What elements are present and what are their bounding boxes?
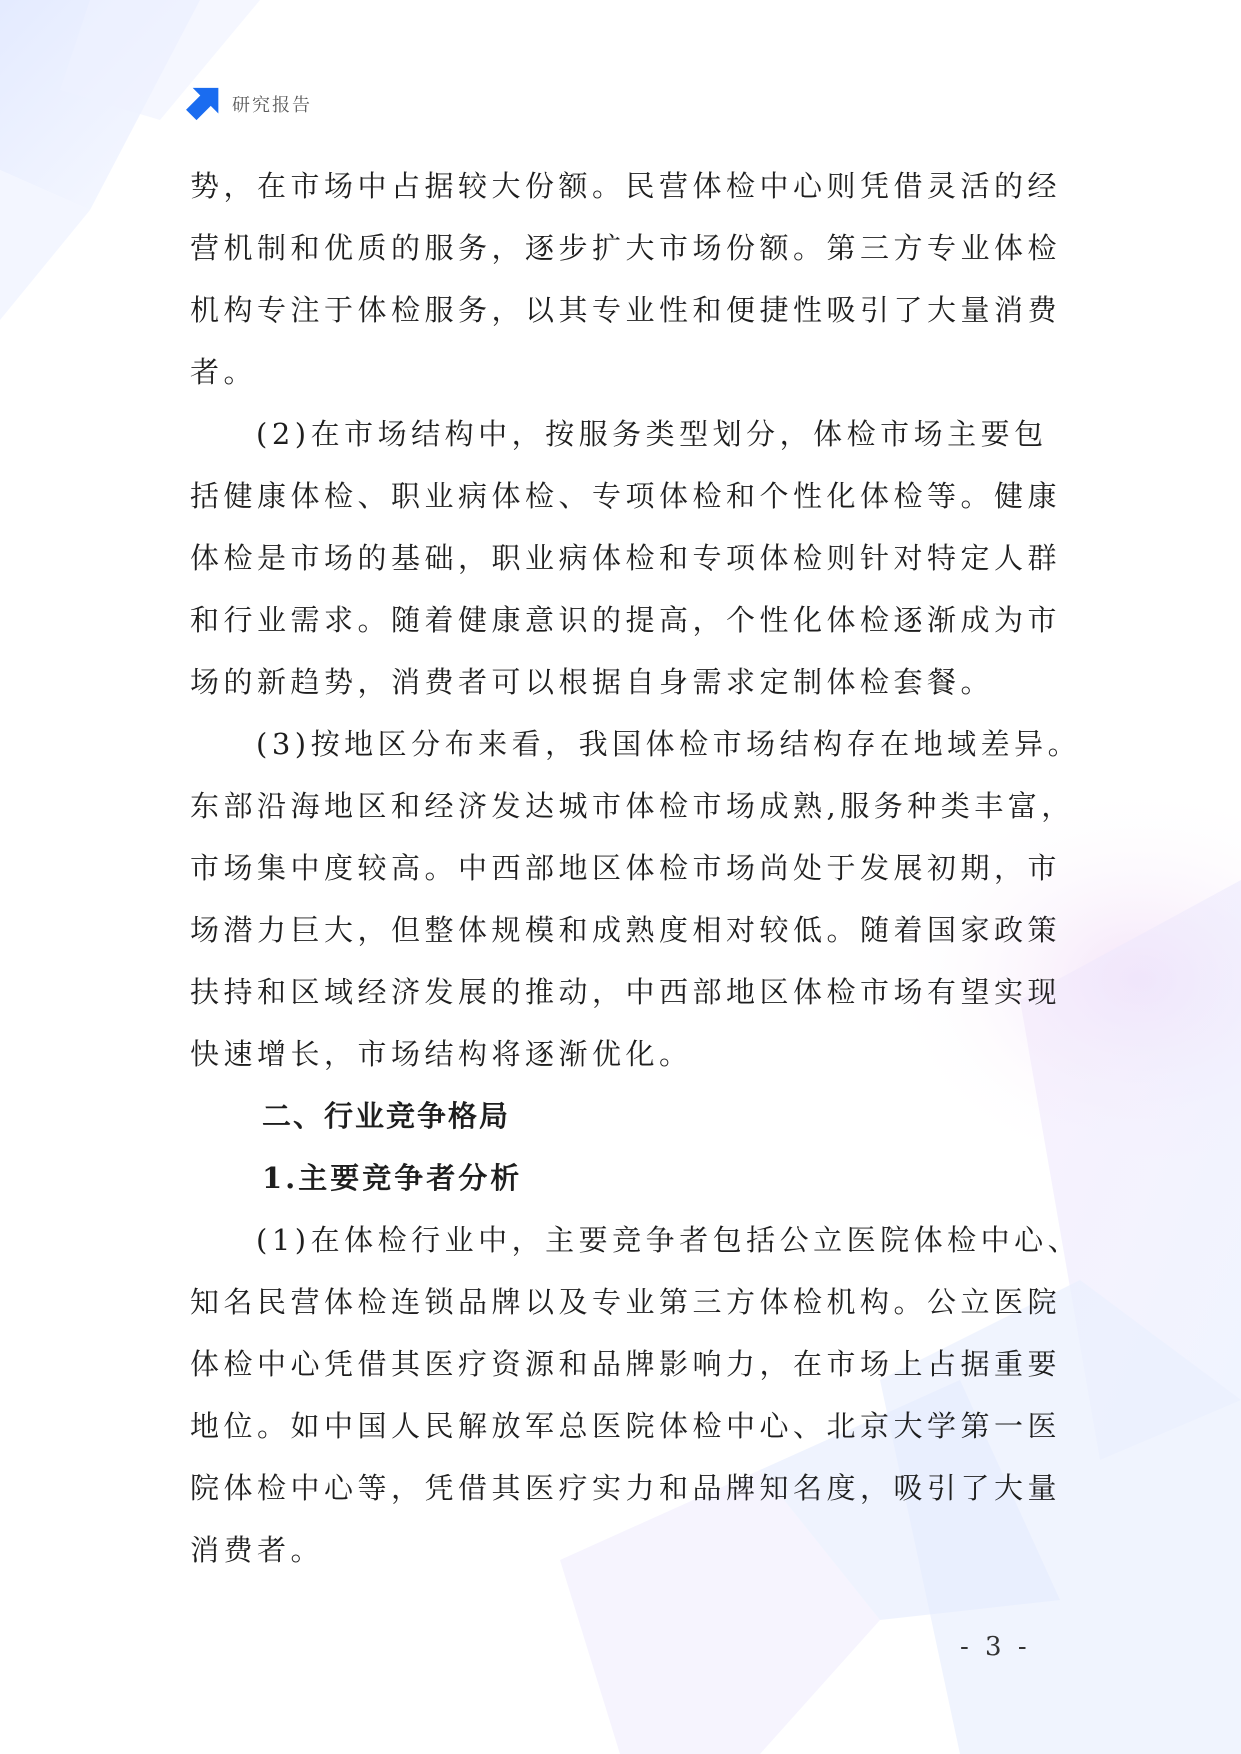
- text-line: 括健康体检、职业病体检、专项体检和个性化体检等。健康: [190, 479, 1062, 513]
- paragraph: [190, 403, 1075, 713]
- paragraph: [190, 713, 1082, 1085]
- subsection-heading: 1.主要竞争者分析: [262, 1161, 523, 1195]
- paragraph: [190, 155, 1075, 403]
- text-line: 场的新趋势，消费者可以根据自身需求定制体检套餐。: [190, 665, 995, 699]
- document-body: [190, 155, 1082, 1581]
- text-line: 快速增长，市场结构将逐渐优化。: [190, 1037, 693, 1071]
- page-number: - 3 -: [960, 1632, 1031, 1662]
- text-line: (3)按地区分布来看，我国体检市场结构存在地域差异。: [256, 727, 1082, 761]
- text-line: 市场集中度较高。中西部地区体检市场尚处于发展初期，市: [190, 851, 1062, 885]
- paragraph: [190, 1209, 1082, 1581]
- text-line: (2)在市场结构中，按服务类型划分，体检市场主要包: [256, 417, 1048, 451]
- text-line: 消费者。: [190, 1533, 325, 1567]
- text-line: 势，在市场中占据较大份额。民营体检中心则凭借灵活的经: [190, 169, 1062, 203]
- text-line: 者。: [190, 355, 258, 389]
- text-line: 和行业需求。随着健康意识的提高，个性化体检逐渐成为市: [190, 603, 1062, 637]
- text-line: 场潜力巨大，但整体规模和成熟度相对较低。随着国家政策: [190, 913, 1062, 947]
- text-line: 东部沿海地区和经济发达城市体检市场成熟,服务种类丰富，: [190, 789, 1075, 823]
- text-line: (1)在体检行业中，主要竞争者包括公立医院体检中心、: [256, 1223, 1082, 1257]
- text-line: 院体检中心等，凭借其医疗实力和品牌知名度，吸引了大量: [190, 1471, 1062, 1505]
- text-line: 体检中心凭借其医疗资源和品牌影响力，在市场上占据重要: [190, 1347, 1062, 1381]
- text-line: 地位。如中国人民解放军总医院体检中心、北京大学第一医: [190, 1409, 1062, 1443]
- section-heading: 二、行业竞争格局: [262, 1099, 511, 1133]
- text-line: 机构专注于体检服务，以其专业性和便捷性吸引了大量消费: [190, 293, 1062, 327]
- arrow-up-right-icon: [186, 86, 222, 122]
- report-header: [186, 86, 312, 122]
- text-line: 体检是市场的基础，职业病体检和专项体检则针对特定人群: [190, 541, 1062, 575]
- header-title: 研究报告: [232, 95, 312, 116]
- text-line: 扶持和区域经济发展的推动，中西部地区体检市场有望实现: [190, 975, 1062, 1009]
- text-line: 知名民营体检连锁品牌以及专业第三方体检机构。公立医院: [190, 1285, 1062, 1319]
- text-line: 营机制和优质的服务，逐步扩大市场份额。第三方专业体检: [190, 231, 1062, 265]
